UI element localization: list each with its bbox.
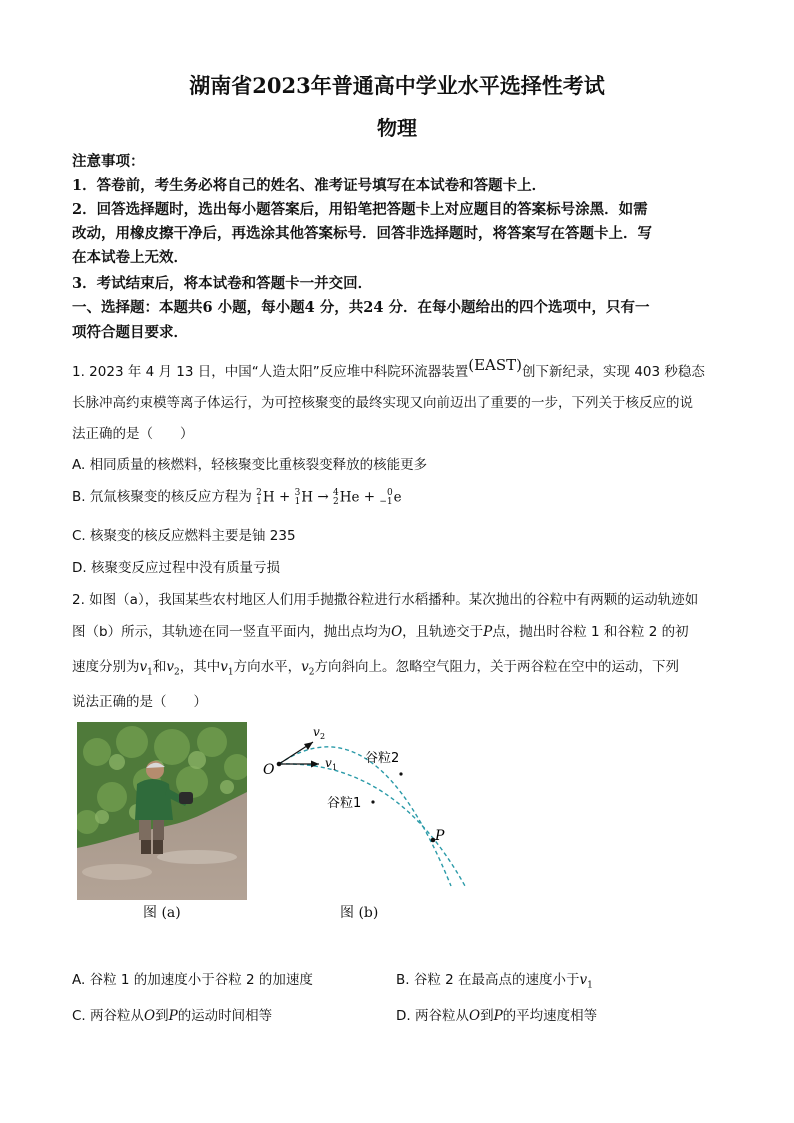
- q2-option-a: A. 谷粒 1 的加速度小于谷粒 2 的加速度: [72, 972, 313, 988]
- subscript: 1: [227, 667, 234, 678]
- label-v2-sub: 2: [320, 732, 326, 741]
- farmer-sowing-photo: [77, 722, 247, 900]
- east-label: (EAST): [468, 356, 523, 374]
- mass-number: 3: [294, 487, 301, 498]
- q2-stem-text: 点，抛出时谷粒 1 和谷粒 2 的初: [492, 624, 689, 640]
- figure-a-caption: 图 (a): [143, 905, 181, 921]
- q2-option-d-text: 到: [480, 1008, 494, 1024]
- q1-stem-text: 1. 2023 年 4 月 13 日，中国“人造太阳”反应堆中科院环流器装置: [72, 364, 469, 380]
- q2-option-c-text: 的运动时间相等: [177, 1008, 273, 1024]
- plus-sign: +: [278, 489, 291, 505]
- q2-option-b: [396, 968, 593, 991]
- q2-stem-line4: 说法正确的是（ ）: [72, 694, 207, 710]
- q2-stem-line3: [72, 655, 722, 678]
- label-o: O: [263, 762, 275, 778]
- point-p-label: P: [493, 1008, 503, 1024]
- launch-point: [277, 762, 282, 767]
- plus-sign: +: [363, 489, 376, 505]
- reaction-arrow: →: [317, 489, 329, 505]
- q2-stem-line2: [72, 620, 722, 640]
- notice-item: 3．考试结束后，将本试卷和答题卡一并交回．: [72, 275, 373, 292]
- v-symbol: v: [579, 972, 588, 988]
- q1-option-b-text: B. 氘氚核聚变的核反应方程为: [72, 489, 252, 505]
- q1-stem-line3: 法正确的是（ ）: [72, 426, 194, 442]
- mass-number: 4: [332, 487, 339, 498]
- point-o-label: O: [468, 1008, 481, 1024]
- q2-option-b-text: B. 谷粒 2 在最高点的速度小于: [396, 972, 580, 988]
- figure-b-caption: 图 (b): [340, 905, 379, 921]
- point-o-label: O: [144, 1008, 156, 1024]
- section-heading-cont: 项符合题目要求．: [72, 324, 188, 341]
- subscript: 2: [174, 667, 180, 678]
- q2-option-c-text: 到: [155, 1008, 169, 1024]
- q2-option-d-text: 的平均速度相等: [502, 1008, 598, 1024]
- notice-item: 改动，用橡皮擦干净后，再选涂其他答案标号．回答非选择题时，将答案写在答题卡上．写: [72, 225, 652, 242]
- mass-number: 2: [256, 487, 262, 498]
- v-symbol: v: [301, 659, 309, 675]
- q2-stem-text: 方向斜向上。忽略空气阻力，关于两谷粒在空中的运动，下列: [314, 659, 679, 675]
- subscript: 1: [587, 980, 593, 991]
- q1-option-d: D. 核聚变反应过程中没有质量亏损: [72, 560, 280, 576]
- point-o-label: O: [391, 624, 403, 640]
- notice-item: 在本试卷上无效．: [72, 249, 188, 266]
- q2-stem-text: 和: [152, 659, 167, 675]
- nuclide-electron: [379, 489, 401, 507]
- q2-stem-text: ，且轨迹交于: [402, 624, 484, 640]
- point-p-label: P: [168, 1008, 178, 1024]
- q2-stem-line1: 2. 如图（a），我国某些农村地区人们用手抛撒谷粒进行水稻播种。某次抛出的谷粒中有两颗的运动轨迹如: [72, 592, 699, 608]
- label-grain-1: 谷粒1: [327, 796, 362, 811]
- charge-number: 2: [332, 496, 339, 507]
- q1-option-b: [72, 485, 722, 507]
- notice-item: 1．答卷前，考生务必将自己的姓名、准考证号填写在本试卷和答题卡上．: [72, 177, 547, 194]
- label-grain-2: 谷粒2: [365, 751, 400, 766]
- q2-option-d-text: D. 两谷粒从: [396, 1008, 469, 1024]
- q1-stem-text: 创下新纪录，实现 403 秒稳态: [522, 364, 705, 380]
- trajectory-diagram: [255, 718, 485, 898]
- grain-2-marker: [399, 772, 402, 775]
- q2-stem-text: 图（b）所示，其轨迹在同一竖直平面内，抛出点均为: [72, 624, 392, 640]
- q1-stem-line2: 长脉冲高约束模等离子体运行，为可控核聚变的最终实现又向前迈出了重要的一步，下列关于核反应的说: [72, 395, 693, 411]
- label-v1: v: [325, 756, 332, 770]
- nuclide-helium: [333, 489, 360, 507]
- mass-number: 0: [386, 487, 393, 498]
- charge-number: 1: [256, 496, 262, 507]
- q2-stem-text: 方向水平，: [233, 659, 302, 675]
- label-v2: v: [313, 725, 320, 739]
- q2-stem-text: ，其中: [179, 659, 221, 675]
- q1-option-a: A. 相同质量的核燃料，轻核聚变比重核裂变释放的核能更多: [72, 457, 428, 473]
- q2-option-c-text: C. 两谷粒从: [72, 1008, 145, 1024]
- point-p-label: P: [483, 624, 493, 640]
- element-symbol: H: [262, 489, 275, 505]
- notice-item: 2．回答选择题时，选出每小题答案后，用铅笔把答题卡上对应题目的答案标号涂黑．如需: [72, 201, 648, 218]
- subscript: 2: [308, 667, 315, 678]
- label-v1-sub: 1: [332, 763, 338, 772]
- charge-number: −1: [379, 496, 393, 507]
- notice-heading: 注意事项：: [72, 153, 145, 170]
- subscript: 1: [147, 667, 153, 678]
- v-symbol: v: [139, 659, 148, 675]
- element-symbol: H: [301, 489, 314, 505]
- v-symbol: v: [220, 659, 228, 675]
- q2-stem-text: 速度分别为: [72, 659, 140, 675]
- q2-option-c: [72, 1004, 272, 1024]
- grain-1-marker: [371, 800, 374, 803]
- exam-title: 湖南省2023年普通高中学业水平选择性考试: [189, 73, 605, 98]
- element-symbol: e: [393, 489, 402, 505]
- nuclide-tritium: [295, 489, 314, 507]
- section-heading: 一、选择题：本题共6 小题，每小题4 分，共24 分．在每小题给出的四个选项中，只有一: [72, 299, 650, 316]
- charge-number: 1: [294, 496, 301, 507]
- element-symbol: He: [339, 489, 360, 505]
- q1-stem-line1: [72, 356, 722, 380]
- trajectory-grain-2: [279, 747, 451, 886]
- v-symbol: v: [166, 659, 175, 675]
- q1-option-c: C. 核聚变的核反应燃料主要是铀 235: [72, 528, 296, 544]
- label-p: P: [435, 828, 445, 844]
- nuclide-deuterium: [256, 489, 275, 507]
- trajectory-grain-1: [279, 764, 465, 886]
- subject-title: 物理: [377, 116, 417, 140]
- q2-option-d: [396, 1004, 597, 1024]
